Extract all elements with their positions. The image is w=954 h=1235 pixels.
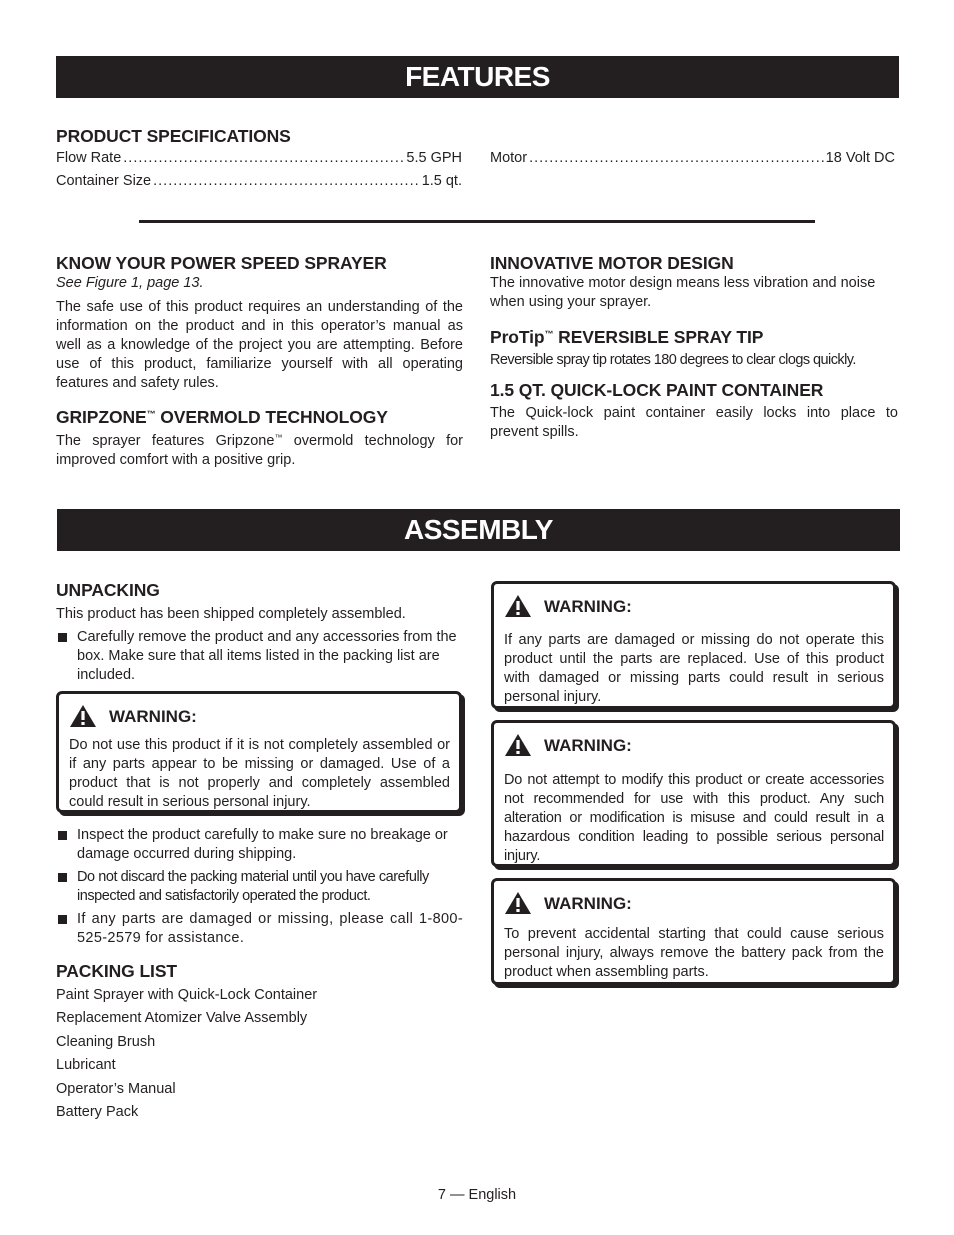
list-item: Operator’s Manual: [56, 1080, 176, 1097]
list-item: Replacement Atomizer Valve Assembly: [56, 1010, 308, 1027]
spec-label: Motor: [490, 150, 528, 166]
warning-box-damaged-parts: [491, 581, 896, 709]
square-bullet-icon: [58, 831, 67, 840]
product-specifications-right: [490, 149, 895, 172]
unpacking-intro: This product has been shipped completely assembled.: [56, 606, 406, 622]
protip-body: Reversible spray tip rotates 180 degrees to clear clogs quickly.: [490, 352, 856, 368]
packing-heading: PACKING LIST: [56, 961, 177, 981]
spec-row-motor: [490, 149, 895, 172]
leader-dots: [123, 149, 404, 168]
packing-list-section: [56, 960, 463, 1126]
spec-value: 5.5 GPH: [406, 150, 462, 166]
features-left-column: [56, 252, 463, 470]
gripzone-body: The sprayer features Gripzone™ overmold technology for improved comfort with a positive grip.: [56, 433, 463, 468]
warning-box-modify: [491, 720, 896, 867]
warning-title: WARNING:: [544, 735, 632, 755]
spec-value: 1.5 qt.: [421, 173, 462, 189]
assembly-banner: ASSEMBLY: [57, 509, 900, 551]
unpacking-heading: UNPACKING: [56, 580, 160, 600]
square-bullet-icon: [58, 915, 67, 924]
unpacking-section: [56, 579, 463, 685]
leader-dots: [153, 172, 420, 191]
warning-title: WARNING:: [109, 706, 197, 726]
spec-label: Container Size: [56, 173, 152, 189]
warning-title: WARNING:: [544, 596, 632, 616]
section-divider: [139, 220, 815, 223]
motor-heading: INNOVATIVE MOTOR DESIGN: [490, 253, 734, 273]
container-heading: 1.5 QT. QUICK-LOCK PAINT CONTAINER: [490, 380, 824, 400]
motor-body: The innovative motor design means less vibration and noise when using your sprayer.: [490, 275, 876, 310]
unpacking-bullets: [56, 826, 463, 948]
warning-triangle-icon: [504, 733, 532, 757]
list-item: Inspect the product carefully to make sure no breakage or damage occurred during shipping.: [56, 826, 463, 864]
features-banner: FEATURES: [56, 56, 899, 98]
warning-body: If any parts are damaged or missing do not operate this product until the parts are replaced. Use of this product with damaged or missing parts could result in serious personal injury.: [504, 632, 884, 705]
list-item: If any parts are damaged or missing, please call 1-800-525-2579 for assistance.: [56, 910, 463, 948]
warning-body: To prevent accidental starting that could cause serious personal injury, always remove the battery pack from the product when assembling parts.: [504, 926, 884, 980]
spec-label: Flow Rate: [56, 150, 122, 166]
leader-dots: [529, 149, 824, 168]
page-footer: 7 — English: [437, 1187, 517, 1203]
list-item: Carefully remove the product and any accessories from the box. Make sure that all items listed in the packing list are included.: [56, 628, 463, 685]
list-item: Paint Sprayer with Quick-Lock Container: [56, 987, 318, 1003]
spec-heading: PRODUCT SPECIFICATIONS: [56, 126, 291, 146]
list-item: Do not discard the packing material until you have carefully inspected and satisfactorily operated the product.: [56, 868, 463, 906]
protip-heading: ProTip™ REVERSIBLE SPRAY TIP: [490, 327, 764, 347]
square-bullet-icon: [58, 873, 67, 882]
spec-value: 18 Volt DC: [825, 150, 895, 166]
square-bullet-icon: [58, 633, 67, 642]
know-heading: KNOW YOUR POWER SPEED SPRAYER: [56, 253, 387, 273]
warning-box-unpacking: [56, 691, 462, 813]
product-specifications: [56, 125, 462, 195]
gripzone-heading: GRIPZONE™ OVERMOLD TECHNOLOGY: [56, 407, 388, 427]
warning-box-battery: [491, 878, 896, 985]
see-figure-note: See Figure 1, page 13.: [56, 275, 204, 291]
spec-row-flow-rate: [56, 149, 462, 172]
list-item: Battery Pack: [56, 1103, 139, 1120]
warning-body: Do not attempt to modify this product or create accessories not recommended for use with this product. Any such alteration or modification is misuse and could result in a hazardous condition leading to possible serious personal injury.: [504, 772, 884, 864]
warning-triangle-icon: [504, 594, 532, 618]
list-item: Cleaning Brush: [56, 1033, 156, 1050]
warning-title: WARNING:: [544, 893, 632, 913]
spec-row-container-size: [56, 172, 462, 195]
warning-triangle-icon: [69, 704, 97, 728]
features-right-column: [490, 252, 898, 442]
know-body: The safe use of this product requires an understanding of the information on the product and in this operator’s manual as well as a knowledge of the project you are attempting. Before use of this product, familiarize yourself with all operating features and safety rules.: [56, 299, 463, 391]
warning-triangle-icon: [504, 891, 532, 915]
warning-body: Do not use this product if it is not completely assembled or if any parts appear to be missing or damaged. Use of a product that is not properly and completely assembled could result in serious personal injury.: [69, 737, 450, 810]
container-body: The Quick-lock paint container easily locks into place to prevent spills.: [490, 405, 898, 440]
list-item: Lubricant: [56, 1057, 116, 1074]
